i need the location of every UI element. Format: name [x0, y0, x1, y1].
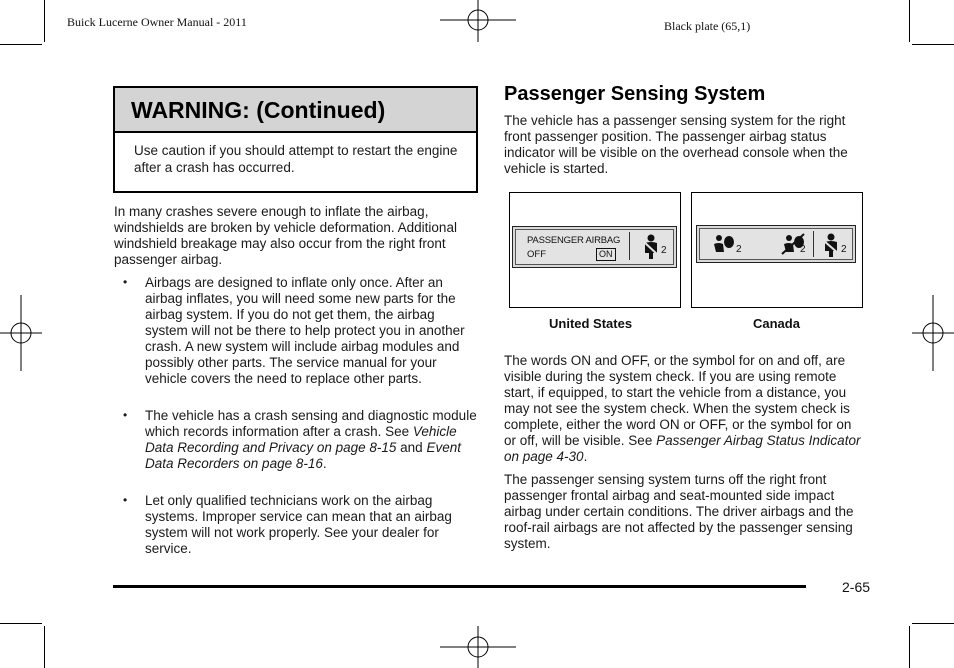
seat-number: 2: [841, 244, 847, 255]
intro-paragraph: In many crashes severe enough to inflate the airbag, windshields are broken by vehicle deformation. Additional windshield breakage may also occur from the right front passenger airbag.: [114, 204, 457, 267]
bullet-dot: •: [123, 275, 128, 289]
us-indicator-panel: [509, 192, 681, 308]
bullet-dot: •: [123, 493, 128, 507]
crop-mark: [0, 623, 42, 624]
section-intro: The vehicle has a passenger sensing system for the right front passenger position. The passenger airbag status indicator will be visible on the overhead console when the vehicle is started.: [504, 113, 848, 176]
crop-mark: [909, 626, 910, 668]
caption-united-states: United States: [549, 316, 633, 331]
canada-indicator-panel: [691, 192, 863, 308]
crop-mark: [44, 0, 45, 42]
seat-belt-occupant-icon: [820, 232, 842, 258]
section-heading: Passenger Sensing System: [504, 83, 766, 105]
warning-title: WARNING: (Continued): [115, 88, 476, 133]
crop-mark: [912, 623, 954, 624]
bullet-item: Let only qualified technicians work on the airbag systems. Improper service can mean that an airbag system will not work properly. See your dealer for service.: [145, 493, 452, 556]
footer-rule: [113, 585, 806, 588]
divider: [813, 231, 814, 257]
us-indicator-display: [512, 226, 677, 268]
airbag-on-symbol-icon: [710, 232, 736, 256]
caption-canada: Canada: [753, 316, 800, 331]
bullet-dot: •: [123, 408, 128, 422]
page-number: 2-65: [842, 579, 871, 595]
us-off-label: OFF: [527, 249, 546, 260]
divider: [629, 232, 630, 260]
crop-mark: [44, 626, 45, 668]
header-manual-title: Buick Lucerne Owner Manual - 2011: [67, 15, 247, 29]
crop-mark: [912, 44, 954, 45]
seat-number: 2: [661, 245, 667, 256]
sensing-conditions-paragraph: The passenger sensing system turns off the right front passenger frontal airbag and seat-mounted side impact airbag under certain conditions. The driver airbags and the roof-rail airbags are not affected by the passenger sensing system.: [504, 472, 854, 551]
paragraph-text: The words ON and OFF, or the symbol for on and off, are visible during the system check. If you are using remote start, if equipped, to start the vehicle from a distance, you may not see the system check. When the system check is complete, either the word ON or OFF, or the symbol for on or off, will be visible. See: [504, 353, 852, 448]
us-label: PASSENGER AIRBAG: [527, 235, 621, 246]
paragraph-text: .: [583, 449, 588, 464]
cross-reference-link[interactable]: Event Data Recorders on page 8-16: [145, 440, 461, 471]
crop-mark: [909, 0, 910, 42]
bullet-text: and: [396, 440, 427, 455]
crop-mark: [0, 44, 42, 45]
cross-reference-link[interactable]: Vehicle Data Recording and Privacy on page 8-15: [145, 424, 457, 455]
seat-number: 2: [736, 244, 742, 255]
us-on-label: ON: [596, 248, 616, 261]
warning-box: [113, 86, 478, 193]
bullet-item: [145, 408, 477, 472]
bullet-text: .: [322, 456, 327, 471]
cross-reference-link[interactable]: Passenger Airbag Status Indicator on page 4-30: [504, 433, 861, 464]
registration-mark-top: [440, 0, 516, 44]
canada-indicator-display: [696, 225, 856, 263]
bullet-text: The vehicle has a crash sensing and diagnostic module which records information after a crash. See: [145, 408, 477, 439]
registration-mark-bottom: [440, 624, 516, 668]
registration-mark-left: [0, 295, 44, 371]
registration-mark-right: [910, 295, 954, 371]
warning-body: Use caution if you should attempt to restart the engine after a crash has occurred.: [134, 143, 458, 175]
seat-number: 2: [800, 244, 806, 255]
system-check-paragraph: [504, 353, 866, 465]
bullet-item: Airbags are designed to inflate only once. After an airbag inflates, you will need some new parts for the airbag system. If you do not get them, the airbag system will not be there to help protect you in another crash. A new system will include airbag modules and possibly other parts. The service manual for your vehicle covers the need to replace other parts.: [145, 275, 465, 386]
header-plate-info: Black plate (65,1): [664, 19, 751, 33]
